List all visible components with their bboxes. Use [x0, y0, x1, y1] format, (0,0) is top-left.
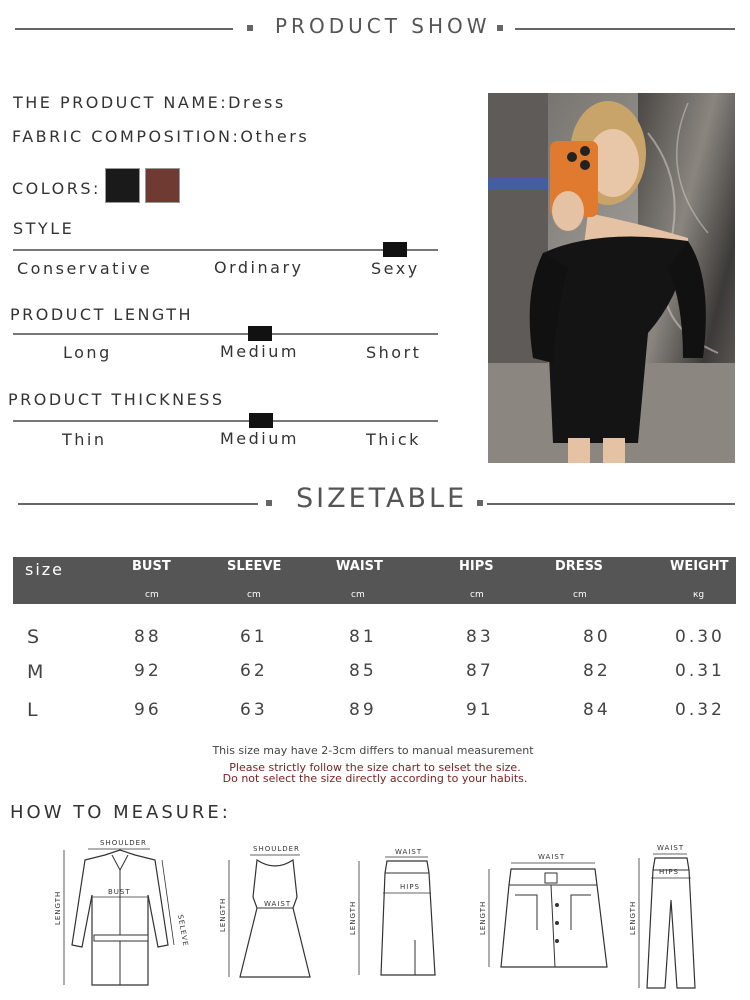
jacket-measure-diagram — [50, 835, 200, 995]
cell-dress: 82 — [583, 661, 611, 681]
measurement-note: This size may have 2-3cm differs to manual measurement — [212, 744, 534, 757]
waist-label: WAIST — [395, 848, 423, 856]
length-label: LENGTH — [349, 900, 357, 935]
cell-weight: 0.32 — [675, 700, 725, 720]
size-warning-1: Please strictly follow the size chart to selset the size. — [229, 761, 521, 774]
cell-weight: 0.30 — [675, 627, 725, 647]
col-header-bust: BUST — [132, 559, 171, 574]
length-label: LENGTH — [219, 897, 227, 932]
size-column-header: size — [25, 560, 65, 579]
length-option-short: Short — [366, 343, 422, 362]
thickness-option-medium: Medium — [220, 429, 299, 448]
cell-bust: 96 — [134, 700, 162, 720]
header-bullet-left — [247, 25, 253, 31]
length-option-medium: Medium — [220, 342, 299, 361]
product-name-value: Dress — [228, 93, 286, 112]
thickness-title: PRODUCT THICKNESS — [8, 390, 225, 409]
skirt-measure-diagram — [345, 845, 445, 985]
sizetable-title: SIZETABLE — [296, 483, 468, 514]
style-option-sexy: Sexy — [371, 259, 420, 278]
product-name-label: THE PRODUCT NAME: — [13, 93, 229, 112]
style-option-conservative: Conservative — [17, 259, 153, 278]
waist-label: WAIST — [657, 844, 685, 852]
dress-measure-diagram — [215, 842, 315, 987]
cell-dress: 80 — [583, 627, 611, 647]
length-scale-line — [13, 333, 438, 335]
col-unit-waist: cm — [351, 590, 365, 600]
product-name-row — [13, 93, 286, 112]
cell-hips: 83 — [466, 627, 494, 647]
cell-waist: 89 — [349, 700, 377, 720]
style-marker — [383, 242, 407, 257]
header-rule-right — [515, 28, 735, 30]
style-option-ordinary: Ordinary — [214, 258, 304, 277]
thickness-option-thin: Thin — [62, 430, 107, 449]
cell-waist: 85 — [349, 661, 377, 681]
col-unit-bust: cm — [145, 590, 159, 600]
hips-label: HIPS — [659, 868, 679, 876]
col-header-dress: DRESS — [555, 559, 603, 574]
col-header-hips: HIPS — [459, 559, 494, 574]
col-header-waist: WAIST — [336, 559, 383, 574]
product-photo — [488, 93, 735, 463]
cell-hips: 87 — [466, 661, 494, 681]
header-rule-left — [15, 28, 233, 30]
thickness-marker — [249, 413, 273, 428]
row-size-l: L — [27, 699, 38, 721]
col-unit-dress: cm — [573, 590, 587, 600]
length-label: LENGTH — [54, 890, 62, 925]
length-marker — [248, 326, 272, 341]
pants-measure-diagram — [625, 840, 715, 990]
thickness-scale-line — [13, 420, 438, 422]
shoulder-label: SHOULDER — [100, 839, 147, 847]
size-warning-2: Do not select the size directly according to your habits. — [222, 772, 528, 785]
row-size-m: M — [27, 661, 44, 683]
sleeve-label: SELEVE — [176, 913, 190, 948]
col-header-weight: WEIGHT — [670, 559, 729, 574]
cell-sleeve: 63 — [240, 700, 268, 720]
col-unit-weight: кg — [693, 590, 705, 600]
col-unit-hips: cm — [470, 590, 484, 600]
mini-skirt-measure-diagram — [475, 845, 615, 975]
waist-label: WAIST — [538, 853, 566, 861]
fabric-row — [12, 127, 309, 146]
length-title: PRODUCT LENGTH — [10, 305, 194, 324]
col-unit-sleeve: cm — [247, 590, 261, 600]
cell-waist: 81 — [349, 627, 377, 647]
thickness-option-thick: Thick — [366, 430, 421, 449]
colors-label: COLORS: — [12, 179, 101, 198]
how-to-measure-title: HOW TO MEASURE: — [10, 802, 231, 823]
length-label: LENGTH — [479, 900, 487, 935]
header-bullet-right — [497, 25, 503, 31]
sizetable-rule-right — [487, 503, 735, 505]
length-option-long: Long — [63, 343, 112, 362]
fabric-value: Others — [240, 127, 310, 146]
style-title: STYLE — [13, 219, 75, 238]
sizetable-bullet-right — [477, 500, 483, 506]
cell-hips: 91 — [466, 700, 494, 720]
fabric-label: FABRIC COMPOSITION: — [12, 127, 241, 146]
waist-label: WAIST — [264, 900, 292, 908]
length-label: LENGTH — [629, 900, 637, 935]
cell-weight: 0.31 — [675, 661, 725, 681]
row-size-s: S — [27, 626, 40, 648]
hips-label: HIPS — [400, 883, 420, 891]
color-swatch-black[interactable] — [105, 168, 140, 203]
sizetable-bullet-left — [266, 500, 272, 506]
style-scale-line — [13, 249, 438, 251]
col-header-sleeve: SLEEVE — [227, 559, 282, 574]
color-swatch-brown[interactable] — [145, 168, 180, 203]
cell-bust: 92 — [134, 661, 162, 681]
cell-sleeve: 62 — [240, 661, 268, 681]
sizetable-rule-left — [18, 503, 258, 505]
cell-bust: 88 — [134, 627, 162, 647]
product-show-title: PRODUCT SHOW — [275, 14, 491, 38]
cell-sleeve: 61 — [240, 627, 268, 647]
shoulder-label: SHOULDER — [253, 845, 300, 853]
bust-label: BUST — [108, 888, 131, 896]
cell-dress: 84 — [583, 700, 611, 720]
